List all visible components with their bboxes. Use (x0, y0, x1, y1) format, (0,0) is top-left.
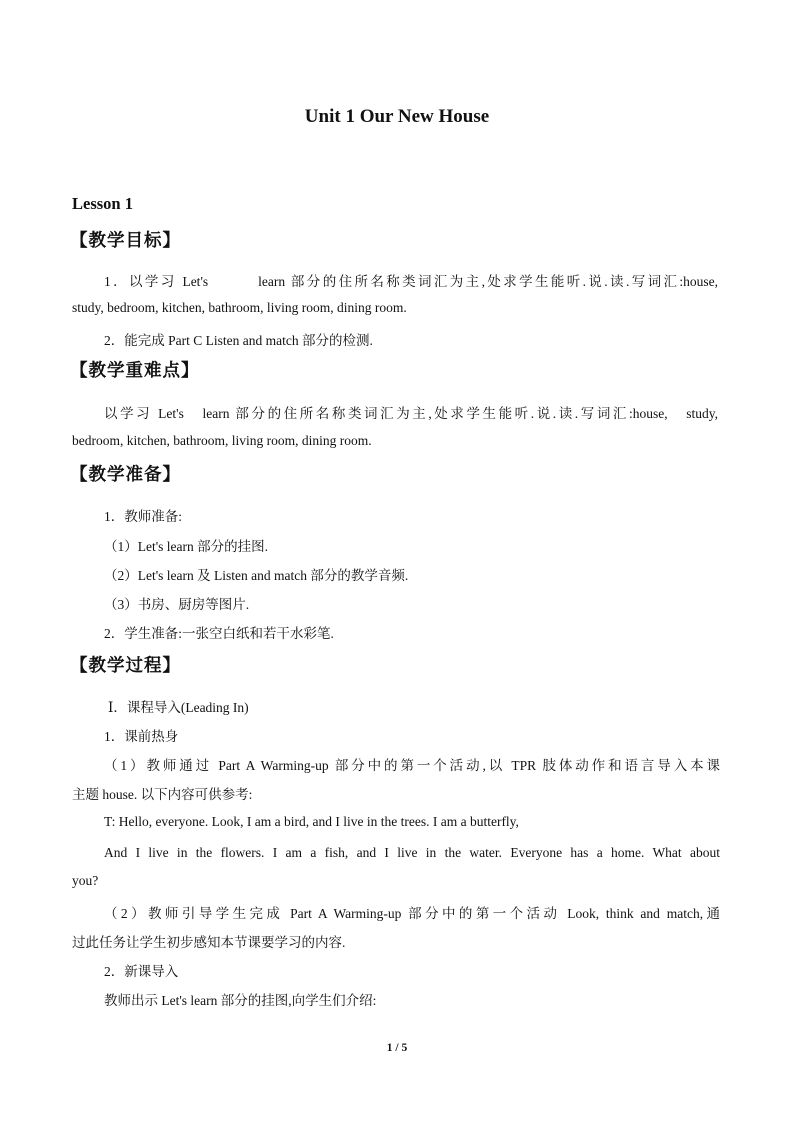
preparation-student: 2．学生准备:一张空白纸和若干水彩笔. (104, 626, 334, 641)
process-dialog-2-line2: you? (72, 873, 99, 888)
preparation-item-1: （1）Let's learn 部分的挂图. (104, 539, 269, 554)
preparation-heading: 【教学准备】 (70, 464, 181, 484)
document-title: Unit 1 Our New House (304, 106, 490, 127)
process-intro: 教师出示 Let's learn 部分的挂图,向学生们介绍: (104, 993, 377, 1008)
process-w1-line2: 主题 house. 以下内容可供参考: (72, 787, 253, 802)
preparation-item-3: （3）书房、厨房等图片. (104, 597, 250, 612)
lesson-heading: Lesson 1 (72, 194, 133, 213)
process-new-lesson: 2．新课导入 (104, 964, 179, 979)
process-w2-line1: （2）教师引导学生完成 Part A Warming-up 部分中的第一个活动 Look, think and match,通 (104, 906, 720, 921)
goals-heading: 【教学目标】 (70, 230, 181, 250)
key-points-line2: bedroom, kitchen, bathroom, living room, dining room. (72, 433, 372, 448)
key-points-heading: 【教学重难点】 (70, 360, 200, 380)
goals-item1-line2: study, bedroom, kitchen, bathroom, living room, dining room. (72, 300, 407, 315)
preparation-item-2: （2）Let's learn 及 Listen and match 部分的教学音频. (104, 568, 409, 583)
process-w2-line2: 过此任务让学生初步感知本节课要学习的内容. (72, 935, 346, 950)
process-part1: Ⅰ．课程导入(Leading In) (108, 700, 249, 715)
page-number: 1 / 5 (386, 1042, 408, 1054)
preparation-teacher: 1．教师准备: (104, 509, 183, 524)
key-points-line1: 以学习 Let's learn 部分的住所名称类词汇为主,处求学生能听.说.读.写词汇:house, study, (104, 406, 718, 421)
process-warmup: 1．课前热身 (104, 729, 179, 744)
process-w1-line1: （1）教师通过 Part A Warming-up 部分中的第一个活动,以 TPR 肢体动作和语言导入本课 (104, 758, 720, 773)
process-dialog-1: T: Hello, everyone. Look, I am a bird, and I live in the trees. I am a butterfly, (104, 814, 519, 829)
process-heading: 【教学过程】 (70, 655, 181, 675)
goals-item2: 2．能完成 Part C Listen and match 部分的检测. (104, 333, 373, 348)
process-dialog-2-line1: And I live in the flowers. I am a fish, and I live in the water. Everyone has a home. What about (104, 845, 720, 860)
goals-item1-line1: 1．以学习 Let's learn 部分的住所名称类词汇为主,处求学生能听.说.读.写词汇:house, (104, 274, 718, 289)
